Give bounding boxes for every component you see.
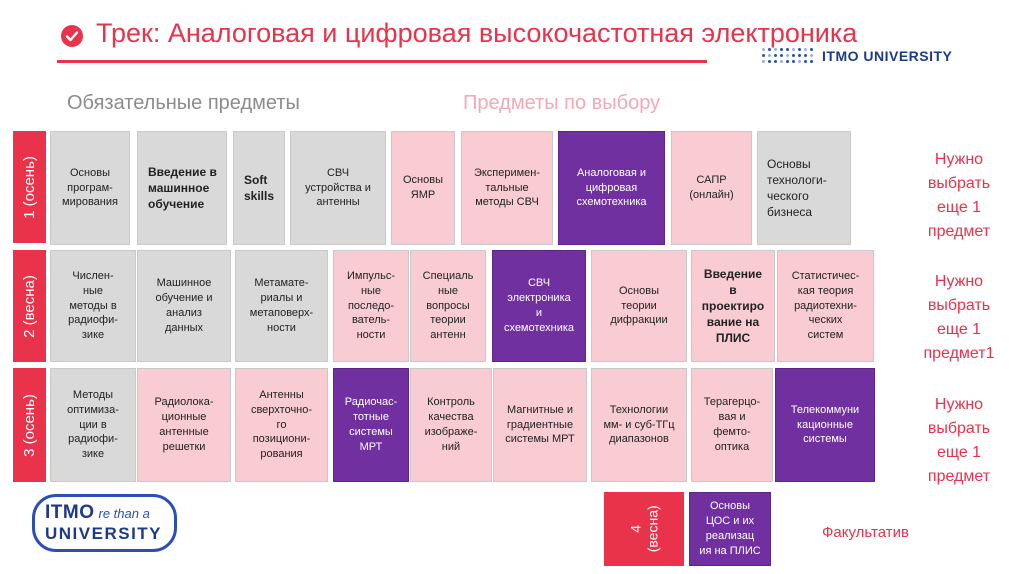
course-cell: Основы теории дифракции — [591, 250, 687, 362]
course-cell-highlighted: СВЧ электроника и схемотехника — [492, 250, 586, 362]
title-divider — [57, 60, 707, 63]
itmo-logo-top — [762, 48, 952, 64]
course-cell: Импульс- ные последо- ватель- ности — [333, 250, 409, 362]
course-cell: Специаль ные вопросы теории антенн — [410, 250, 486, 362]
course-cell: Числен- ные методы в радиофи- зике — [50, 250, 136, 362]
semester-3-label: 3 (осень) — [13, 368, 46, 482]
course-cell: СВЧ устройства и антенны — [290, 131, 386, 245]
course-cell: Метамате- риалы и метаповерх- ности — [235, 250, 328, 362]
course-cell: Основы ЯМР — [391, 131, 455, 245]
dots-logo-icon — [762, 48, 814, 64]
course-cell-highlighted: Радиочас- тотные системы МРТ — [333, 368, 409, 482]
course-cell-highlighted: Основы ЦОС и их реализац ия на ПЛИС — [689, 492, 771, 566]
course-cell: Введение в проектиро вание на ПЛИС — [691, 250, 775, 362]
itmo-logo-text: ITMO UNIVERSITY — [822, 48, 953, 64]
required-heading: Обязательные предметы — [67, 92, 300, 114]
course-cell: Машинное обучение и анализ данных — [137, 250, 231, 362]
choose-note-3: Нужно выбрать еще 1 предмет — [927, 396, 991, 485]
course-cell: Введение в машинное обучение — [137, 131, 227, 245]
elective-heading: Предметы по выбору — [463, 92, 661, 114]
choose-note-1: Нужно выбрать еще 1 предмет — [927, 151, 991, 240]
course-cell: Soft skills — [233, 131, 285, 245]
check-circle-icon — [61, 25, 83, 47]
course-cell: Контроль качества изображе- ний — [410, 368, 492, 482]
course-cell: Антенны сверхточно- го позициони- рования — [235, 368, 328, 482]
course-cell: Статистичес- кая теория радиотехни- ческих систем — [777, 250, 874, 362]
course-cell: Радиолока- ционные антенные решетки — [137, 368, 231, 482]
optional-label: Факультатив — [822, 524, 909, 541]
itmo-logo-bottom: ITMO re than a UNIVERSITY — [32, 494, 177, 552]
semester-2-label: 2 (весна) — [13, 250, 46, 362]
semester-4-label: 4 (весна) — [604, 492, 684, 566]
course-cell: Магнитные и градиентные системы МРТ — [493, 368, 587, 482]
course-cell: Терагерцо- вая и фемто- оптика — [691, 368, 773, 482]
course-cell: Технологии мм- и суб-ТГц диапазонов — [591, 368, 687, 482]
course-cell: Эксперимен- тальные методы СВЧ — [461, 131, 553, 245]
course-cell-highlighted: Аналоговая и цифровая схемотехника — [558, 131, 665, 245]
course-cell: Методы оптимиза- ции в радиофи- зике — [50, 368, 136, 482]
course-cell-highlighted: Телекоммуни кационные системы — [775, 368, 875, 482]
page-title: Трек: Аналоговая и цифровая высокочастотная электроника — [96, 18, 858, 48]
choose-note-2: Нужно выбрать еще 1 предмет1 — [923, 273, 995, 362]
course-cell: Основы програм- мирования — [50, 131, 130, 245]
course-cell: САПР (онлайн) — [671, 131, 752, 245]
course-cell: Основы технологи- ческого бизнеса — [757, 131, 851, 245]
semester-1-label: 1 (осень) — [13, 131, 46, 243]
